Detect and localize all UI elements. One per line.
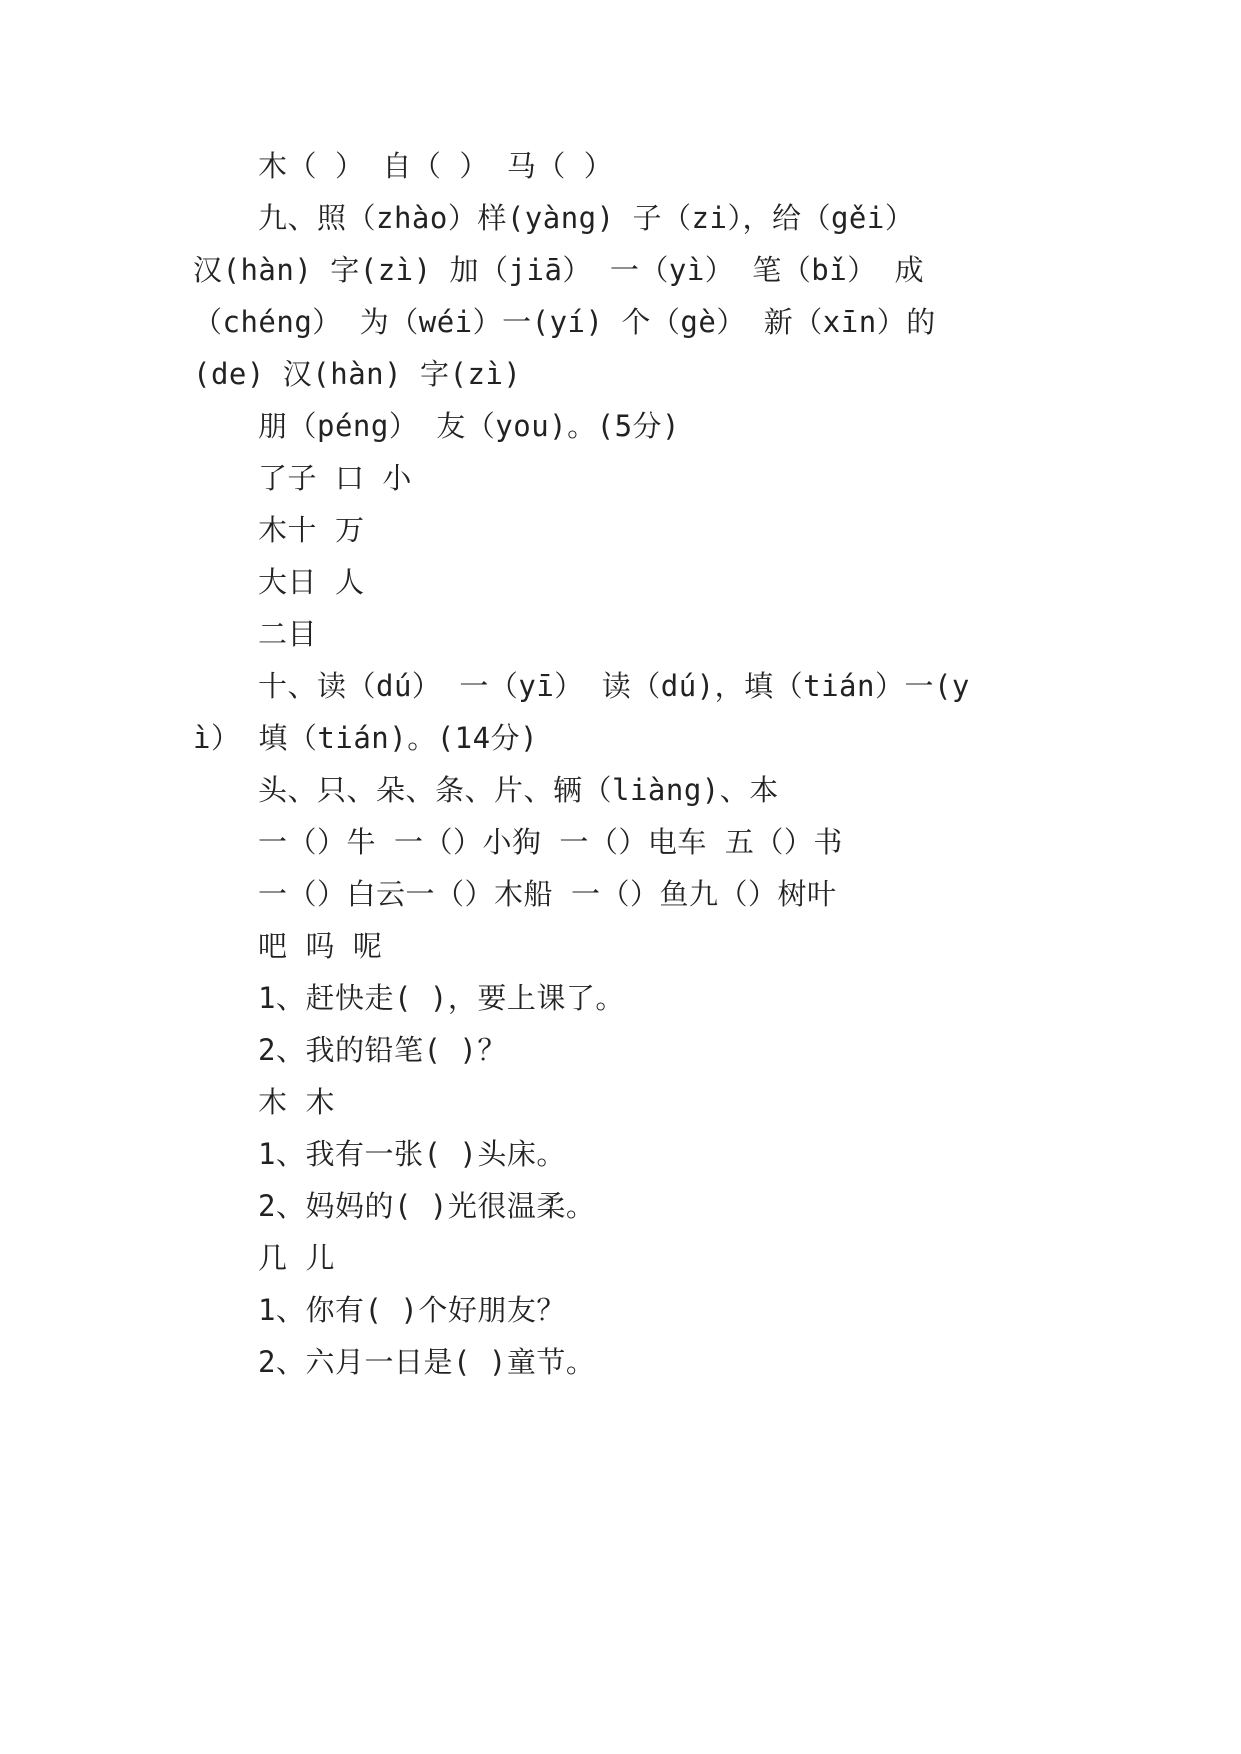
- question-10-heading: 十、读（dú） 一（yī） 读（dú)，填（tián）一(y: [258, 669, 970, 703]
- char-group: 二目: [258, 617, 318, 651]
- fill-in-sentence: 2、我的铅笔( )？: [258, 1033, 507, 1067]
- word-choices: 吧 吗 呢: [258, 929, 383, 963]
- fill-in-sentence: 2、六月一日是( )童节。: [258, 1345, 596, 1379]
- fill-in-sentence: 1、我有一张( )头床。: [258, 1137, 566, 1171]
- text-line: ì） 填（tián)。(14分): [193, 721, 539, 755]
- word-choices: 几 儿: [258, 1241, 335, 1275]
- char-group: 大日 人: [258, 565, 365, 599]
- text-line: （chéng） 为（wéi）一(yí) 个（gè） 新（xīn）的: [193, 305, 936, 339]
- text-line: (de) 汉(hàn) 字(zì): [193, 357, 522, 391]
- fill-in-sentence: 1、你有( )个好朋友？: [258, 1293, 566, 1327]
- fill-in-sentence: 2、妈妈的( )光很温柔。: [258, 1189, 596, 1223]
- fill-in-line: 一（）白云一（）木船 一（）鱼九（）树叶: [258, 877, 837, 911]
- text-line: 朋（péng） 友（you)。(5分): [258, 409, 681, 443]
- char-group: 了子 口 小: [258, 461, 412, 495]
- fill-in-line: 一（）牛 一（）小狗 一（）电车 五（）书: [258, 825, 843, 859]
- text-line: 木（ ） 自（ ） 马（ ）: [258, 149, 614, 183]
- fill-in-sentence: 1、赶快走( )，要上课了。: [258, 981, 625, 1015]
- question-9-heading: 九、照（zhào）样(yàng) 子（zi），给（gěi）: [258, 201, 915, 235]
- char-group: 木十 万: [258, 513, 365, 547]
- measure-word-list: 头、只、朵、条、片、辆（liàng)、本: [258, 773, 779, 807]
- text-line: 汉(hàn) 字(zì) 加（jiā） 一（yì） 笔（bǐ） 成: [193, 253, 925, 287]
- word-choices: 木 木: [258, 1085, 335, 1119]
